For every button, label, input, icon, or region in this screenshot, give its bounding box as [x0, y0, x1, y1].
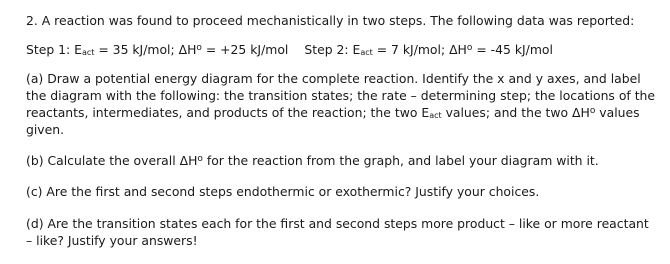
question-title: 2. A reaction was found to proceed mechanistically in two steps. The following data was reported: [26, 13, 635, 28]
reported-data-line [26, 41, 658, 58]
part-a: (a) Draw a potential energy diagram for the complete reaction. Identify the x and y axes, and label the diagram with the following: the transition states; the rate – determining step; the locations of the reactants, intermediates, and products of the reaction; the two $E_{act}$ values; and the two $\Delta H^o$ values given. [26, 71, 656, 137]
step-2-data: Step 2: $E_{act} = 7$ kJ/mol; $\Delta H^o = -45$ kJ/mol [304, 42, 553, 57]
question-document [26, 12, 658, 249]
part-c: (c) Are the first and second steps endothermic or exothermic? Justify your choices. [26, 184, 540, 199]
step-1-data: Step 1: $E_{act} = 35$ kJ/mol; $\Delta H^o = +25$ kJ/mol [26, 42, 289, 57]
part-d: (d) Are the transition states each for the first and second steps more product – like or more reactant – like? Justify your answers! [26, 216, 649, 248]
part-b: (b) Calculate the overall $\Delta H^o$ for the reaction from the graph, and label your diagram with it. [26, 153, 599, 168]
